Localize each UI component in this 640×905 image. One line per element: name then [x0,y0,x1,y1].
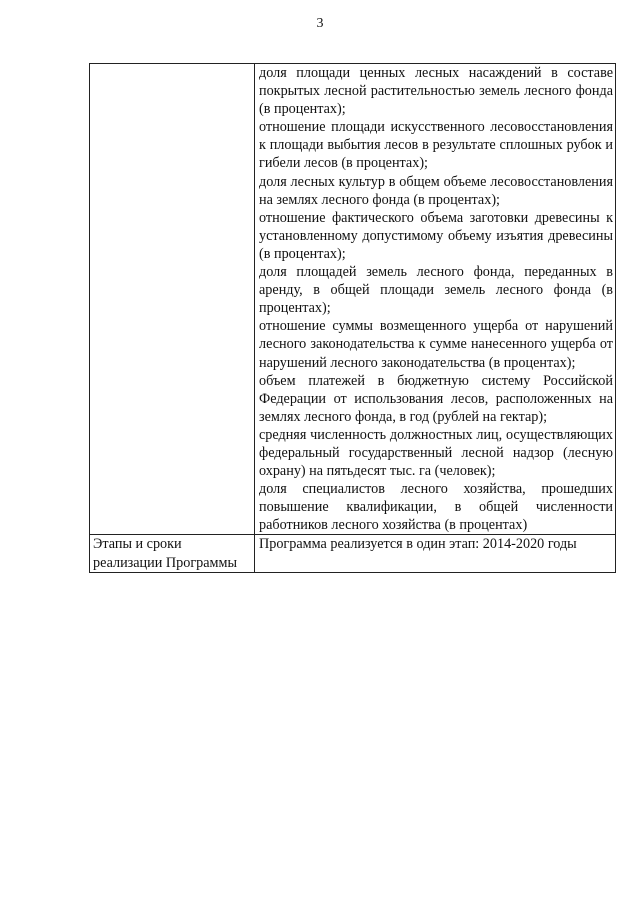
indicator-item: доля лесных культур в общем объеме лесовосстановления на землях лесного фонда (в процентах); [259,173,613,208]
indicator-item: отношение суммы возмещенного ущерба от нарушений лесного законодательства к сумме нанесенного ущерба от нарушений лесного законодательства (в процентах); [259,318,613,371]
indicator-item: отношение площади искусственного лесовосстановления к площади выбытия лесов в результате сплошных рубок и гибели лесов (в процентах); [259,119,613,172]
indicators-label-cell [90,64,255,535]
stages-content-cell [255,535,616,572]
stages-label-cell: Этапы и сроки реализации Программы [90,535,255,572]
page-number: 3 [316,16,324,31]
indicator-item: доля площади ценных лесных насаждений в составе покрытых лесной растительностью земель лесного фонда (в процентах); [259,65,613,118]
indicator-item: средняя численность должностных лиц, осуществляющих федеральный государственный лесной надзор (лесную охрану) на пятьдесят тыс. га (человек); [259,426,613,480]
indicator-item: доля специалистов лесного хозяйства, прошедших повышение квалификации, в общей численности работников лесного хозяйства (в процентах) [259,481,613,534]
table-row-indicators [90,64,616,535]
indicators-content-cell [255,64,616,535]
indicator-item: доля площадей земель лесного фонда, переданных в аренду, в общей площади земель лесного фонда (в процентах); [259,264,613,317]
passport-table [89,63,616,573]
stages-text: Программа реализуется в один этап: 2014-2020 годы [259,536,577,553]
indicator-item: объем платежей в бюджетную систему Российской Федерации от использования лесов, расположенных на землях лесного фонда, в год (рублей на гектар); [259,372,613,425]
table-row-stages [90,535,616,572]
indicator-item: отношение фактического объема заготовки древесины к установленному допустимому объему изъятия древесины (в процентах); [259,209,613,262]
